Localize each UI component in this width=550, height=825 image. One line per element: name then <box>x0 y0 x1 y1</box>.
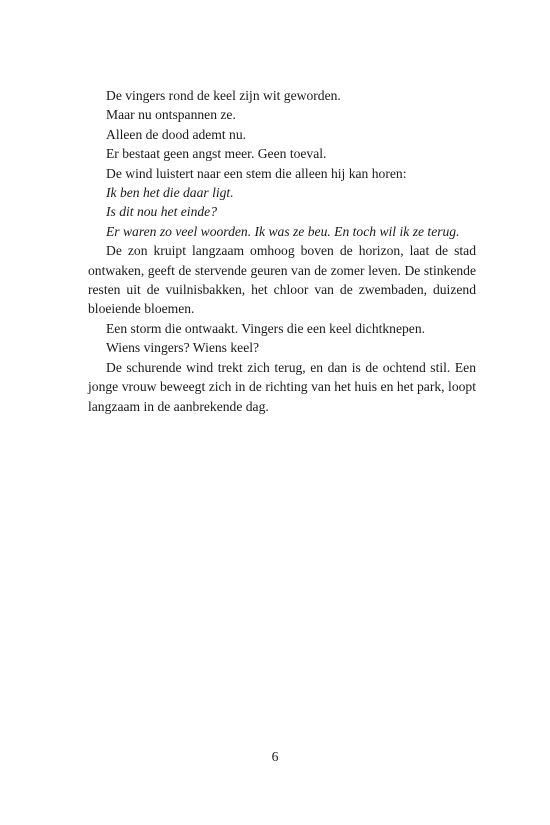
paragraph-3: Alleen de dood ademt nu. <box>106 126 247 142</box>
paragraph-2: Maar nu ontspannen ze. <box>106 107 236 123</box>
paragraph-1: De vingers rond de keel zijn wit geworden. <box>106 88 341 103</box>
page-number: 6 <box>271 749 279 764</box>
paragraph-6-italic: Ik ben het die daar ligt. <box>106 185 234 201</box>
paragraph-12: De schurende wind trekt zich terug, en dan is de ochtend stil. Een jonge vrouw beweegt zich in de richting van het huis en het park, loopt langzaam in de aanbrekende dag. <box>88 359 476 414</box>
paragraph-7-italic: Is dit nou het einde? <box>106 204 217 220</box>
paragraph-5: De wind luistert naar een stem die alleen hij kan horen: <box>106 165 407 181</box>
paragraph-8-italic: Er waren zo veel woorden. Ik was ze beu. En toch wil ik ze terug. <box>106 223 460 239</box>
body-text <box>88 86 476 416</box>
paragraph-9: De zon kruipt langzaam omhoog boven de horizon, laat de stad ontwaken, geeft de stervende geuren van de zomer leven. De stinkende resten uit de vuilnisbakken, het chloor van de zwembaden, duizend bloeiende bloemen. <box>88 243 476 317</box>
paragraph-10: Een storm die ontwaakt. Vingers die een keel dichtknepen. <box>106 320 426 336</box>
paragraph-4: Er bestaat geen angst meer. Geen toeval. <box>106 146 327 162</box>
paragraph-11: Wiens vingers? Wiens keel? <box>106 340 260 356</box>
